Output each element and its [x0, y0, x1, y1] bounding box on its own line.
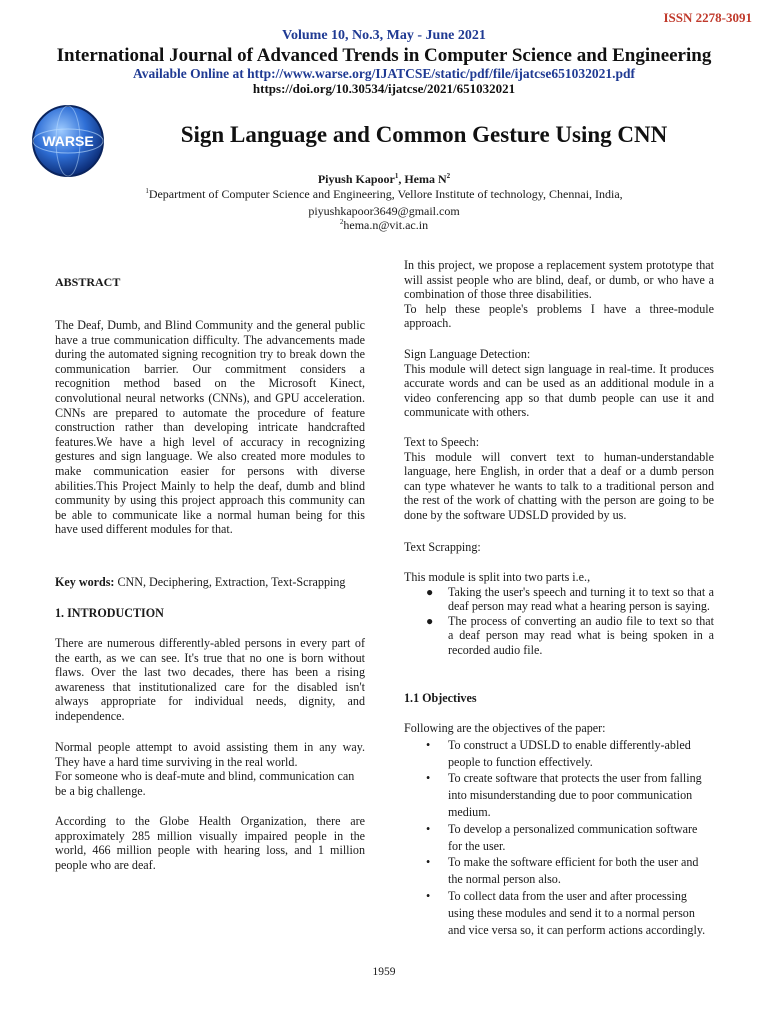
- logo-text: WARSE: [42, 133, 94, 149]
- right-intro: [404, 258, 714, 331]
- author-2-sup: 2: [446, 172, 451, 180]
- list-item: [404, 770, 714, 820]
- text-to-speech-section: [404, 435, 714, 523]
- intro-paragraph-3: According to the Globe Health Organization, there are approximately 285 million visually impaired people in the world, 466 million people with hearing loss, and 1 million people who are deaf.: [55, 814, 365, 872]
- objectives-heading: 1.1 Objectives: [404, 691, 477, 705]
- email-2[interactable]: [0, 218, 768, 233]
- introduction-heading: 1. INTRODUCTION: [55, 606, 164, 620]
- list-item: [404, 585, 714, 614]
- objectives-section: [404, 720, 714, 938]
- abstract-text: The Deaf, Dumb, and Blind Community and the general public have a true communication difficulty. The advancements made during the automated signing recognition try to break down the communication barrier. Our commitment considers a recognition method based on the Microsoft Kinect, convolutional neural networks (CNNs), and GPU acceleration. CNNs are prepared to automate the procedure of feature construction rather than developing intricate handcrafted features.We have a high level of accuracy in recognizing gestures and sign language. We also created more modules to make communication easier for persons with diverse abilities.This Project Mainly to help the deaf, dumb and blind community by using this project approach this community can be able to communicate like a normal human being for this have used different modules for that.: [55, 318, 365, 537]
- sign-language-body: This module will detect sign language in real-time. It produces accurate words and can be used as an additional module in a video conferencing app so that dumb people can use it and communicate with others.: [404, 361, 714, 420]
- bullet-icon: •: [426, 821, 431, 836]
- authors-line: [0, 172, 768, 187]
- bullet-icon: •: [426, 888, 431, 903]
- paper-title: Sign Language and Common Gesture Using CNN: [180, 122, 668, 147]
- intro-paragraph-1: There are numerous differently-abled persons in every part of the earth, as we can see. It's true that no one is born without flaws. Over the last two decades, there has been a rising awareness that institutionalized care for the disabled isn't always appropriate for individual needs, dignity, and independence.: [55, 636, 365, 723]
- sign-language-section: [404, 347, 714, 420]
- journal-title: International Journal of Advanced Trends in Computer Science and Engineering: [56, 45, 712, 66]
- sign-language-heading: Sign Language Detection:: [404, 347, 531, 361]
- keywords: [55, 575, 365, 590]
- bullet-icon: ●: [426, 584, 434, 599]
- affiliation-sup: 1: [145, 187, 149, 195]
- list-item-text: To collect data from the user and after processing using these modules and send it to a normal person and vice versa so, it can perform actions accordingly.: [448, 888, 706, 937]
- page-number: 1959: [372, 966, 396, 978]
- list-item: [404, 614, 714, 658]
- text-to-speech-body: This module will convert text to human-understandable language, here English, in order that a deaf or a dumb person can type whatever he wants to talk to a traditional person and the rest of the work of chatting with the person are going to be done by the software UDSLD provided by us.: [404, 449, 714, 522]
- affiliation: [0, 187, 768, 202]
- doi-link[interactable]: https://doi.org/10.30534/ijatcse/2021/651032021: [252, 81, 516, 96]
- right-paragraph-1: In this project, we propose a replacement system prototype that will assist people who are blind, deaf, or dumb, or who have a combination of those three disabilities.: [404, 258, 714, 302]
- author-1: Piyush Kapoor: [317, 172, 395, 186]
- affiliation-text: Department of Computer Science and Engineering, Vellore Institute of technology, Chennai, India,: [148, 187, 623, 201]
- list-item: [404, 821, 714, 855]
- right-paragraph-2: To help these people's problems I have a three-module approach.: [404, 301, 714, 331]
- volume-line: Volume 10, No.3, May - June 2021: [282, 28, 486, 43]
- abstract-heading: ABSTRACT: [55, 275, 121, 289]
- keywords-label: Key words:: [55, 575, 115, 589]
- author-separator: ,: [398, 172, 405, 186]
- text-to-speech-heading: Text to Speech:: [404, 435, 480, 449]
- keywords-text: CNN, Deciphering, Extraction, Text-Scrapping: [114, 575, 346, 589]
- author-2: Hema N: [404, 172, 447, 186]
- list-item-text: The process of converting an audio file to text so that a deaf person may read what is being spoken in a recorded audio file.: [448, 613, 714, 657]
- list-item-text: Taking the user's speech and turning it to text so that a deaf person may read what a hearing person is saying.: [448, 584, 714, 614]
- bullet-icon: •: [426, 771, 431, 786]
- warse-logo: [30, 103, 106, 179]
- bullet-icon: •: [426, 737, 431, 752]
- text-scrapping-section: [404, 570, 714, 658]
- list-item: [404, 737, 714, 771]
- list-item-text: To make the software efficient for both the user and the normal person also.: [448, 855, 699, 887]
- bullet-icon: ●: [426, 613, 434, 628]
- email-1[interactable]: piyushkapoor3649@gmail.com: [308, 204, 460, 218]
- list-item-text: To create software that protects the user from falling into misunderstanding due to poor communication medium.: [448, 771, 702, 819]
- email-2-text: hema.n@vit.ac.in: [343, 218, 429, 232]
- intro-paragraph-2a: Normal people attempt to avoid assisting them in any way. They have a hard time surviving in the real world.: [55, 740, 365, 769]
- intro-paragraph-2b: For someone who is deaf-mute and blind, communication can be a big challenge.: [55, 769, 355, 798]
- email-2-sup: 2: [339, 218, 344, 226]
- issn-label: ISSN 2278-3091: [663, 10, 752, 25]
- objectives-intro: Following are the objectives of the paper:: [404, 721, 606, 735]
- bullet-icon: •: [426, 855, 431, 870]
- list-item-text: To develop a personalized communication software for the user.: [448, 821, 698, 853]
- list-item: [404, 854, 714, 888]
- author-1-sup: 1: [394, 172, 399, 180]
- intro-paragraph-2: [55, 740, 365, 798]
- available-online-link[interactable]: Available Online at http://www.warse.org/IJATCSE/static/pdf/file/ijatcse651032021.pdf: [133, 66, 635, 81]
- list-item-text: To construct a UDSLD to enable differently-abled people to function effectively.: [448, 737, 691, 769]
- text-scrapping-intro: This module is split into two parts i.e.,: [404, 570, 591, 584]
- text-scrapping-heading: Text Scrapping:: [404, 540, 481, 554]
- list-item: [404, 888, 714, 938]
